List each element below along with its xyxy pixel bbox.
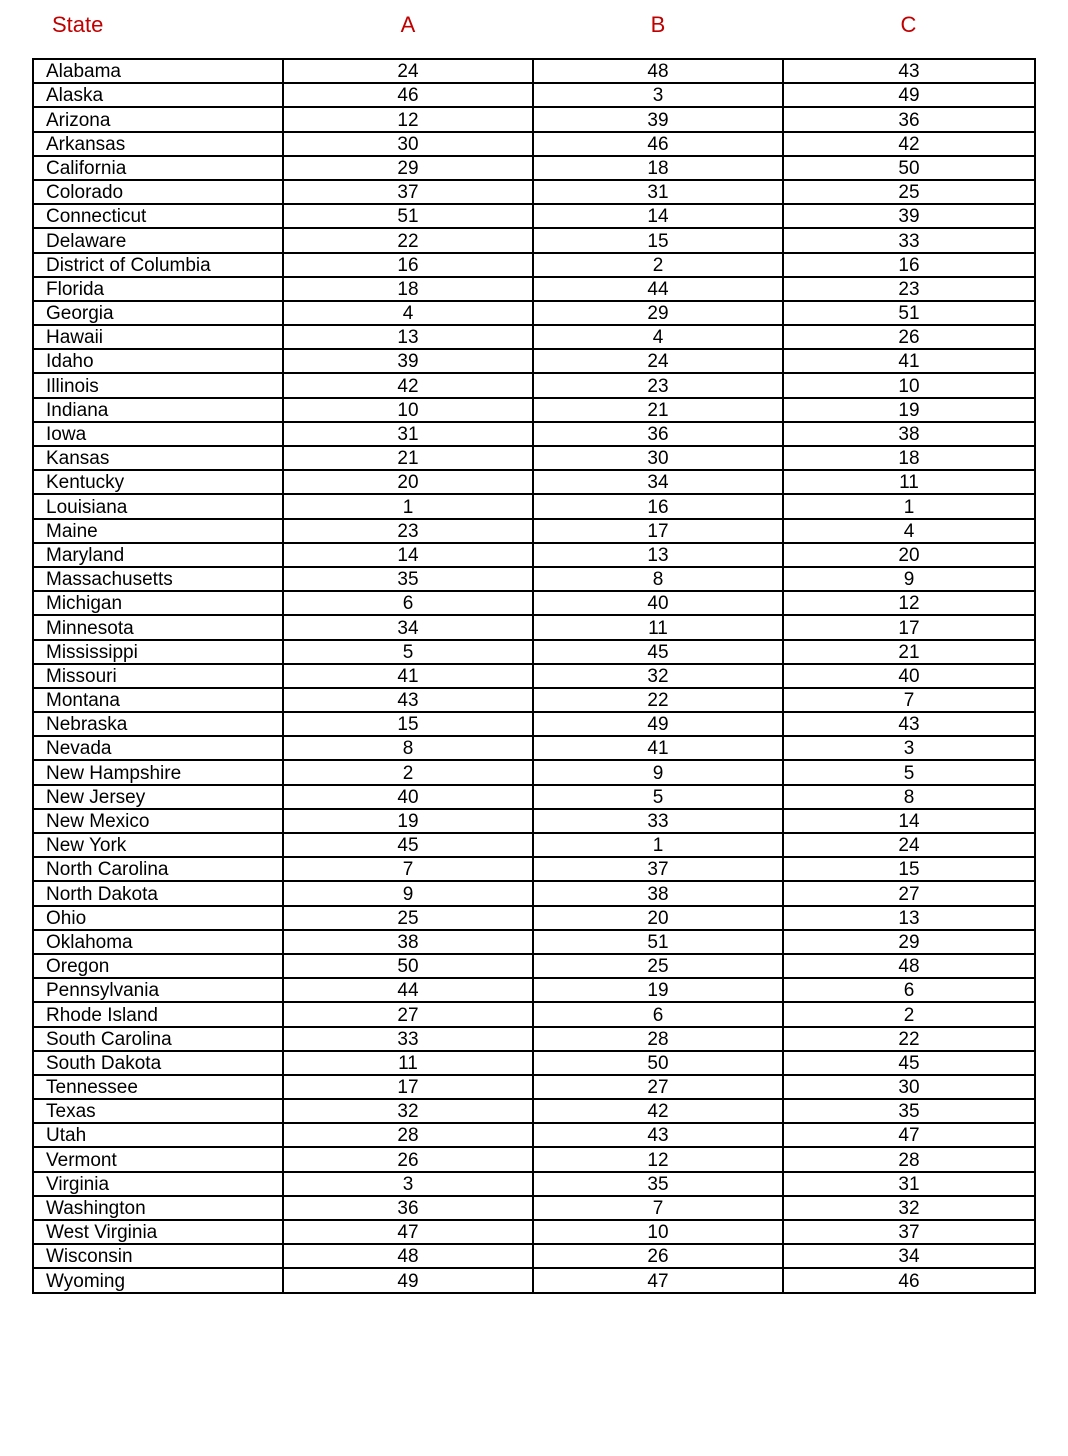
- c-cell: 51: [783, 301, 1035, 325]
- state-cell: Washington: [33, 1196, 283, 1220]
- a-cell: 42: [283, 373, 533, 397]
- c-cell: 50: [783, 156, 1035, 180]
- b-cell: 37: [533, 857, 783, 881]
- c-cell: 18: [783, 446, 1035, 470]
- state-cell: Arizona: [33, 107, 283, 131]
- c-cell: 42: [783, 132, 1035, 156]
- a-cell: 26: [283, 1147, 533, 1171]
- a-cell: 51: [283, 204, 533, 228]
- state-cell: Montana: [33, 688, 283, 712]
- state-cell: Maine: [33, 519, 283, 543]
- state-cell: Nevada: [33, 736, 283, 760]
- table-row: [33, 1002, 1035, 1026]
- a-cell: 23: [283, 519, 533, 543]
- state-cell: Illinois: [33, 373, 283, 397]
- b-cell: 8: [533, 567, 783, 591]
- table-row: [33, 132, 1035, 156]
- table-row: [33, 1244, 1035, 1268]
- state-cell: Indiana: [33, 398, 283, 422]
- state-cell: Alaska: [33, 83, 283, 107]
- c-cell: 4: [783, 519, 1035, 543]
- table-row: [33, 954, 1035, 978]
- b-cell: 18: [533, 156, 783, 180]
- b-cell: 5: [533, 785, 783, 809]
- b-cell: 22: [533, 688, 783, 712]
- a-cell: 41: [283, 664, 533, 688]
- c-cell: 10: [783, 373, 1035, 397]
- state-cell: New Mexico: [33, 809, 283, 833]
- a-cell: 14: [283, 543, 533, 567]
- state-cell: Idaho: [33, 349, 283, 373]
- b-cell: 17: [533, 519, 783, 543]
- a-cell: 48: [283, 1244, 533, 1268]
- b-cell: 39: [533, 107, 783, 131]
- state-cell: Florida: [33, 277, 283, 301]
- table-row: [33, 349, 1035, 373]
- table-row: [33, 398, 1035, 422]
- b-cell: 24: [533, 349, 783, 373]
- c-cell: 5: [783, 760, 1035, 784]
- state-cell: New Jersey: [33, 785, 283, 809]
- b-cell: 38: [533, 881, 783, 905]
- c-cell: 48: [783, 954, 1035, 978]
- state-cell: New York: [33, 833, 283, 857]
- a-cell: 33: [283, 1027, 533, 1051]
- a-cell: 10: [283, 398, 533, 422]
- table-row: [33, 591, 1035, 615]
- state-rankings-table: [32, 58, 1036, 1294]
- a-cell: 22: [283, 228, 533, 252]
- c-cell: 22: [783, 1027, 1035, 1051]
- c-cell: 35: [783, 1099, 1035, 1123]
- a-cell: 9: [283, 881, 533, 905]
- a-cell: 39: [283, 349, 533, 373]
- a-cell: 3: [283, 1172, 533, 1196]
- state-cell: South Carolina: [33, 1027, 283, 1051]
- table-row: [33, 1099, 1035, 1123]
- c-cell: 28: [783, 1147, 1035, 1171]
- header-b: B: [650, 12, 666, 37]
- state-cell: North Carolina: [33, 857, 283, 881]
- table-row: [33, 1268, 1035, 1292]
- state-cell: Arkansas: [33, 132, 283, 156]
- b-cell: 21: [533, 398, 783, 422]
- a-cell: 6: [283, 591, 533, 615]
- c-cell: 29: [783, 930, 1035, 954]
- c-cell: 46: [783, 1268, 1035, 1292]
- a-cell: 15: [283, 712, 533, 736]
- table-row: [33, 204, 1035, 228]
- table-row: [33, 1220, 1035, 1244]
- table-row: [33, 640, 1035, 664]
- c-cell: 38: [783, 422, 1035, 446]
- state-cell: Louisiana: [33, 494, 283, 518]
- table-row: [33, 1196, 1035, 1220]
- a-cell: 25: [283, 906, 533, 930]
- a-cell: 24: [283, 59, 533, 83]
- state-cell: West Virginia: [33, 1220, 283, 1244]
- state-cell: Maryland: [33, 543, 283, 567]
- c-cell: 25: [783, 180, 1035, 204]
- c-cell: 49: [783, 83, 1035, 107]
- c-cell: 13: [783, 906, 1035, 930]
- state-cell: Oregon: [33, 954, 283, 978]
- c-cell: 9: [783, 567, 1035, 591]
- c-cell: 43: [783, 712, 1035, 736]
- b-cell: 10: [533, 1220, 783, 1244]
- c-cell: 34: [783, 1244, 1035, 1268]
- b-cell: 9: [533, 760, 783, 784]
- table-row: [33, 83, 1035, 107]
- b-cell: 49: [533, 712, 783, 736]
- table-row: [33, 156, 1035, 180]
- state-cell: California: [33, 156, 283, 180]
- c-cell: 23: [783, 277, 1035, 301]
- a-cell: 16: [283, 253, 533, 277]
- table-row: [33, 809, 1035, 833]
- a-cell: 12: [283, 107, 533, 131]
- c-cell: 20: [783, 543, 1035, 567]
- b-cell: 33: [533, 809, 783, 833]
- b-cell: 15: [533, 228, 783, 252]
- c-cell: 40: [783, 664, 1035, 688]
- b-cell: 31: [533, 180, 783, 204]
- table-row: [33, 519, 1035, 543]
- state-cell: Oklahoma: [33, 930, 283, 954]
- b-cell: 26: [533, 1244, 783, 1268]
- c-cell: 11: [783, 470, 1035, 494]
- b-cell: 32: [533, 664, 783, 688]
- state-cell: North Dakota: [33, 881, 283, 905]
- c-cell: 36: [783, 107, 1035, 131]
- b-cell: 13: [533, 543, 783, 567]
- header-state: State: [52, 12, 104, 37]
- table-row: [33, 615, 1035, 639]
- c-cell: 41: [783, 349, 1035, 373]
- state-cell: Nebraska: [33, 712, 283, 736]
- state-cell: Tennessee: [33, 1075, 283, 1099]
- b-cell: 1: [533, 833, 783, 857]
- table-row: [33, 277, 1035, 301]
- table-row: [33, 736, 1035, 760]
- a-cell: 29: [283, 156, 533, 180]
- header-a: A: [400, 12, 416, 37]
- b-cell: 48: [533, 59, 783, 83]
- table-row: [33, 712, 1035, 736]
- table-row: [33, 1075, 1035, 1099]
- b-cell: 19: [533, 978, 783, 1002]
- c-cell: 21: [783, 640, 1035, 664]
- b-cell: 23: [533, 373, 783, 397]
- b-cell: 46: [533, 132, 783, 156]
- c-cell: 15: [783, 857, 1035, 881]
- b-cell: 29: [533, 301, 783, 325]
- state-cell: Kentucky: [33, 470, 283, 494]
- b-cell: 6: [533, 1002, 783, 1026]
- state-cell: Utah: [33, 1123, 283, 1147]
- state-cell: New Hampshire: [33, 760, 283, 784]
- table-row: [33, 422, 1035, 446]
- a-cell: 8: [283, 736, 533, 760]
- table-body: [33, 59, 1035, 1293]
- table-row: [33, 760, 1035, 784]
- b-cell: 50: [533, 1051, 783, 1075]
- a-cell: 37: [283, 180, 533, 204]
- b-cell: 14: [533, 204, 783, 228]
- a-cell: 4: [283, 301, 533, 325]
- b-cell: 43: [533, 1123, 783, 1147]
- b-cell: 30: [533, 446, 783, 470]
- a-cell: 47: [283, 1220, 533, 1244]
- table-row: [33, 785, 1035, 809]
- state-cell: Hawaii: [33, 325, 283, 349]
- c-cell: 3: [783, 736, 1035, 760]
- b-cell: 41: [533, 736, 783, 760]
- table-row: [33, 59, 1035, 83]
- a-cell: 44: [283, 978, 533, 1002]
- state-cell: Missouri: [33, 664, 283, 688]
- a-cell: 27: [283, 1002, 533, 1026]
- b-cell: 27: [533, 1075, 783, 1099]
- table-row: [33, 881, 1035, 905]
- state-cell: Colorado: [33, 180, 283, 204]
- table-row: [33, 978, 1035, 1002]
- b-cell: 16: [533, 494, 783, 518]
- c-cell: 24: [783, 833, 1035, 857]
- b-cell: 47: [533, 1268, 783, 1292]
- a-cell: 17: [283, 1075, 533, 1099]
- state-cell: Connecticut: [33, 204, 283, 228]
- c-cell: 2: [783, 1002, 1035, 1026]
- a-cell: 46: [283, 83, 533, 107]
- table-row: [33, 325, 1035, 349]
- a-cell: 20: [283, 470, 533, 494]
- c-cell: 14: [783, 809, 1035, 833]
- table-row: [33, 543, 1035, 567]
- table-row: [33, 688, 1035, 712]
- table-header: [32, 0, 1034, 58]
- a-cell: 19: [283, 809, 533, 833]
- state-cell: Kansas: [33, 446, 283, 470]
- b-cell: 34: [533, 470, 783, 494]
- a-cell: 31: [283, 422, 533, 446]
- a-cell: 49: [283, 1268, 533, 1292]
- b-cell: 42: [533, 1099, 783, 1123]
- state-cell: Mississippi: [33, 640, 283, 664]
- a-cell: 34: [283, 615, 533, 639]
- c-cell: 8: [783, 785, 1035, 809]
- state-cell: Alabama: [33, 59, 283, 83]
- b-cell: 44: [533, 277, 783, 301]
- b-cell: 45: [533, 640, 783, 664]
- c-cell: 12: [783, 591, 1035, 615]
- c-cell: 39: [783, 204, 1035, 228]
- table-row: [33, 906, 1035, 930]
- a-cell: 32: [283, 1099, 533, 1123]
- a-cell: 36: [283, 1196, 533, 1220]
- state-cell: Texas: [33, 1099, 283, 1123]
- state-cell: Iowa: [33, 422, 283, 446]
- a-cell: 45: [283, 833, 533, 857]
- table-row: [33, 228, 1035, 252]
- state-cell: Virginia: [33, 1172, 283, 1196]
- table-row: [33, 1027, 1035, 1051]
- state-cell: Massachusetts: [33, 567, 283, 591]
- state-cell: Delaware: [33, 228, 283, 252]
- state-cell: District of Columbia: [33, 253, 283, 277]
- table-row: [33, 833, 1035, 857]
- state-cell: South Dakota: [33, 1051, 283, 1075]
- state-cell: Michigan: [33, 591, 283, 615]
- b-cell: 51: [533, 930, 783, 954]
- table-row: [33, 253, 1035, 277]
- c-cell: 43: [783, 59, 1035, 83]
- b-cell: 7: [533, 1196, 783, 1220]
- table-row: [33, 567, 1035, 591]
- table-row: [33, 1147, 1035, 1171]
- b-cell: 40: [533, 591, 783, 615]
- b-cell: 4: [533, 325, 783, 349]
- a-cell: 1: [283, 494, 533, 518]
- c-cell: 47: [783, 1123, 1035, 1147]
- b-cell: 11: [533, 615, 783, 639]
- table-row: [33, 494, 1035, 518]
- a-cell: 30: [283, 132, 533, 156]
- a-cell: 35: [283, 567, 533, 591]
- c-cell: 26: [783, 325, 1035, 349]
- b-cell: 20: [533, 906, 783, 930]
- a-cell: 18: [283, 277, 533, 301]
- c-cell: 33: [783, 228, 1035, 252]
- header-c: C: [900, 12, 917, 37]
- a-cell: 21: [283, 446, 533, 470]
- table-row: [33, 857, 1035, 881]
- c-cell: 16: [783, 253, 1035, 277]
- state-cell: Wyoming: [33, 1268, 283, 1292]
- c-cell: 27: [783, 881, 1035, 905]
- state-cell: Pennsylvania: [33, 978, 283, 1002]
- table-row: [33, 930, 1035, 954]
- a-cell: 7: [283, 857, 533, 881]
- c-cell: 30: [783, 1075, 1035, 1099]
- c-cell: 31: [783, 1172, 1035, 1196]
- b-cell: 12: [533, 1147, 783, 1171]
- a-cell: 28: [283, 1123, 533, 1147]
- a-cell: 13: [283, 325, 533, 349]
- table-row: [33, 446, 1035, 470]
- table-row: [33, 470, 1035, 494]
- table-row: [33, 1123, 1035, 1147]
- state-cell: Georgia: [33, 301, 283, 325]
- table-row: [33, 664, 1035, 688]
- a-cell: 11: [283, 1051, 533, 1075]
- a-cell: 5: [283, 640, 533, 664]
- a-cell: 43: [283, 688, 533, 712]
- b-cell: 36: [533, 422, 783, 446]
- a-cell: 40: [283, 785, 533, 809]
- c-cell: 19: [783, 398, 1035, 422]
- b-cell: 28: [533, 1027, 783, 1051]
- a-cell: 38: [283, 930, 533, 954]
- b-cell: 2: [533, 253, 783, 277]
- c-cell: 17: [783, 615, 1035, 639]
- b-cell: 35: [533, 1172, 783, 1196]
- table-row: [33, 301, 1035, 325]
- state-cell: Vermont: [33, 1147, 283, 1171]
- c-cell: 1: [783, 494, 1035, 518]
- c-cell: 37: [783, 1220, 1035, 1244]
- c-cell: 6: [783, 978, 1035, 1002]
- table-row: [33, 107, 1035, 131]
- state-cell: Ohio: [33, 906, 283, 930]
- a-cell: 50: [283, 954, 533, 978]
- c-cell: 7: [783, 688, 1035, 712]
- a-cell: 2: [283, 760, 533, 784]
- c-cell: 45: [783, 1051, 1035, 1075]
- c-cell: 32: [783, 1196, 1035, 1220]
- state-cell: Wisconsin: [33, 1244, 283, 1268]
- table-row: [33, 1172, 1035, 1196]
- b-cell: 3: [533, 83, 783, 107]
- table-row: [33, 1051, 1035, 1075]
- state-cell: Minnesota: [33, 615, 283, 639]
- table-row: [33, 373, 1035, 397]
- state-cell: Rhode Island: [33, 1002, 283, 1026]
- b-cell: 25: [533, 954, 783, 978]
- table-row: [33, 180, 1035, 204]
